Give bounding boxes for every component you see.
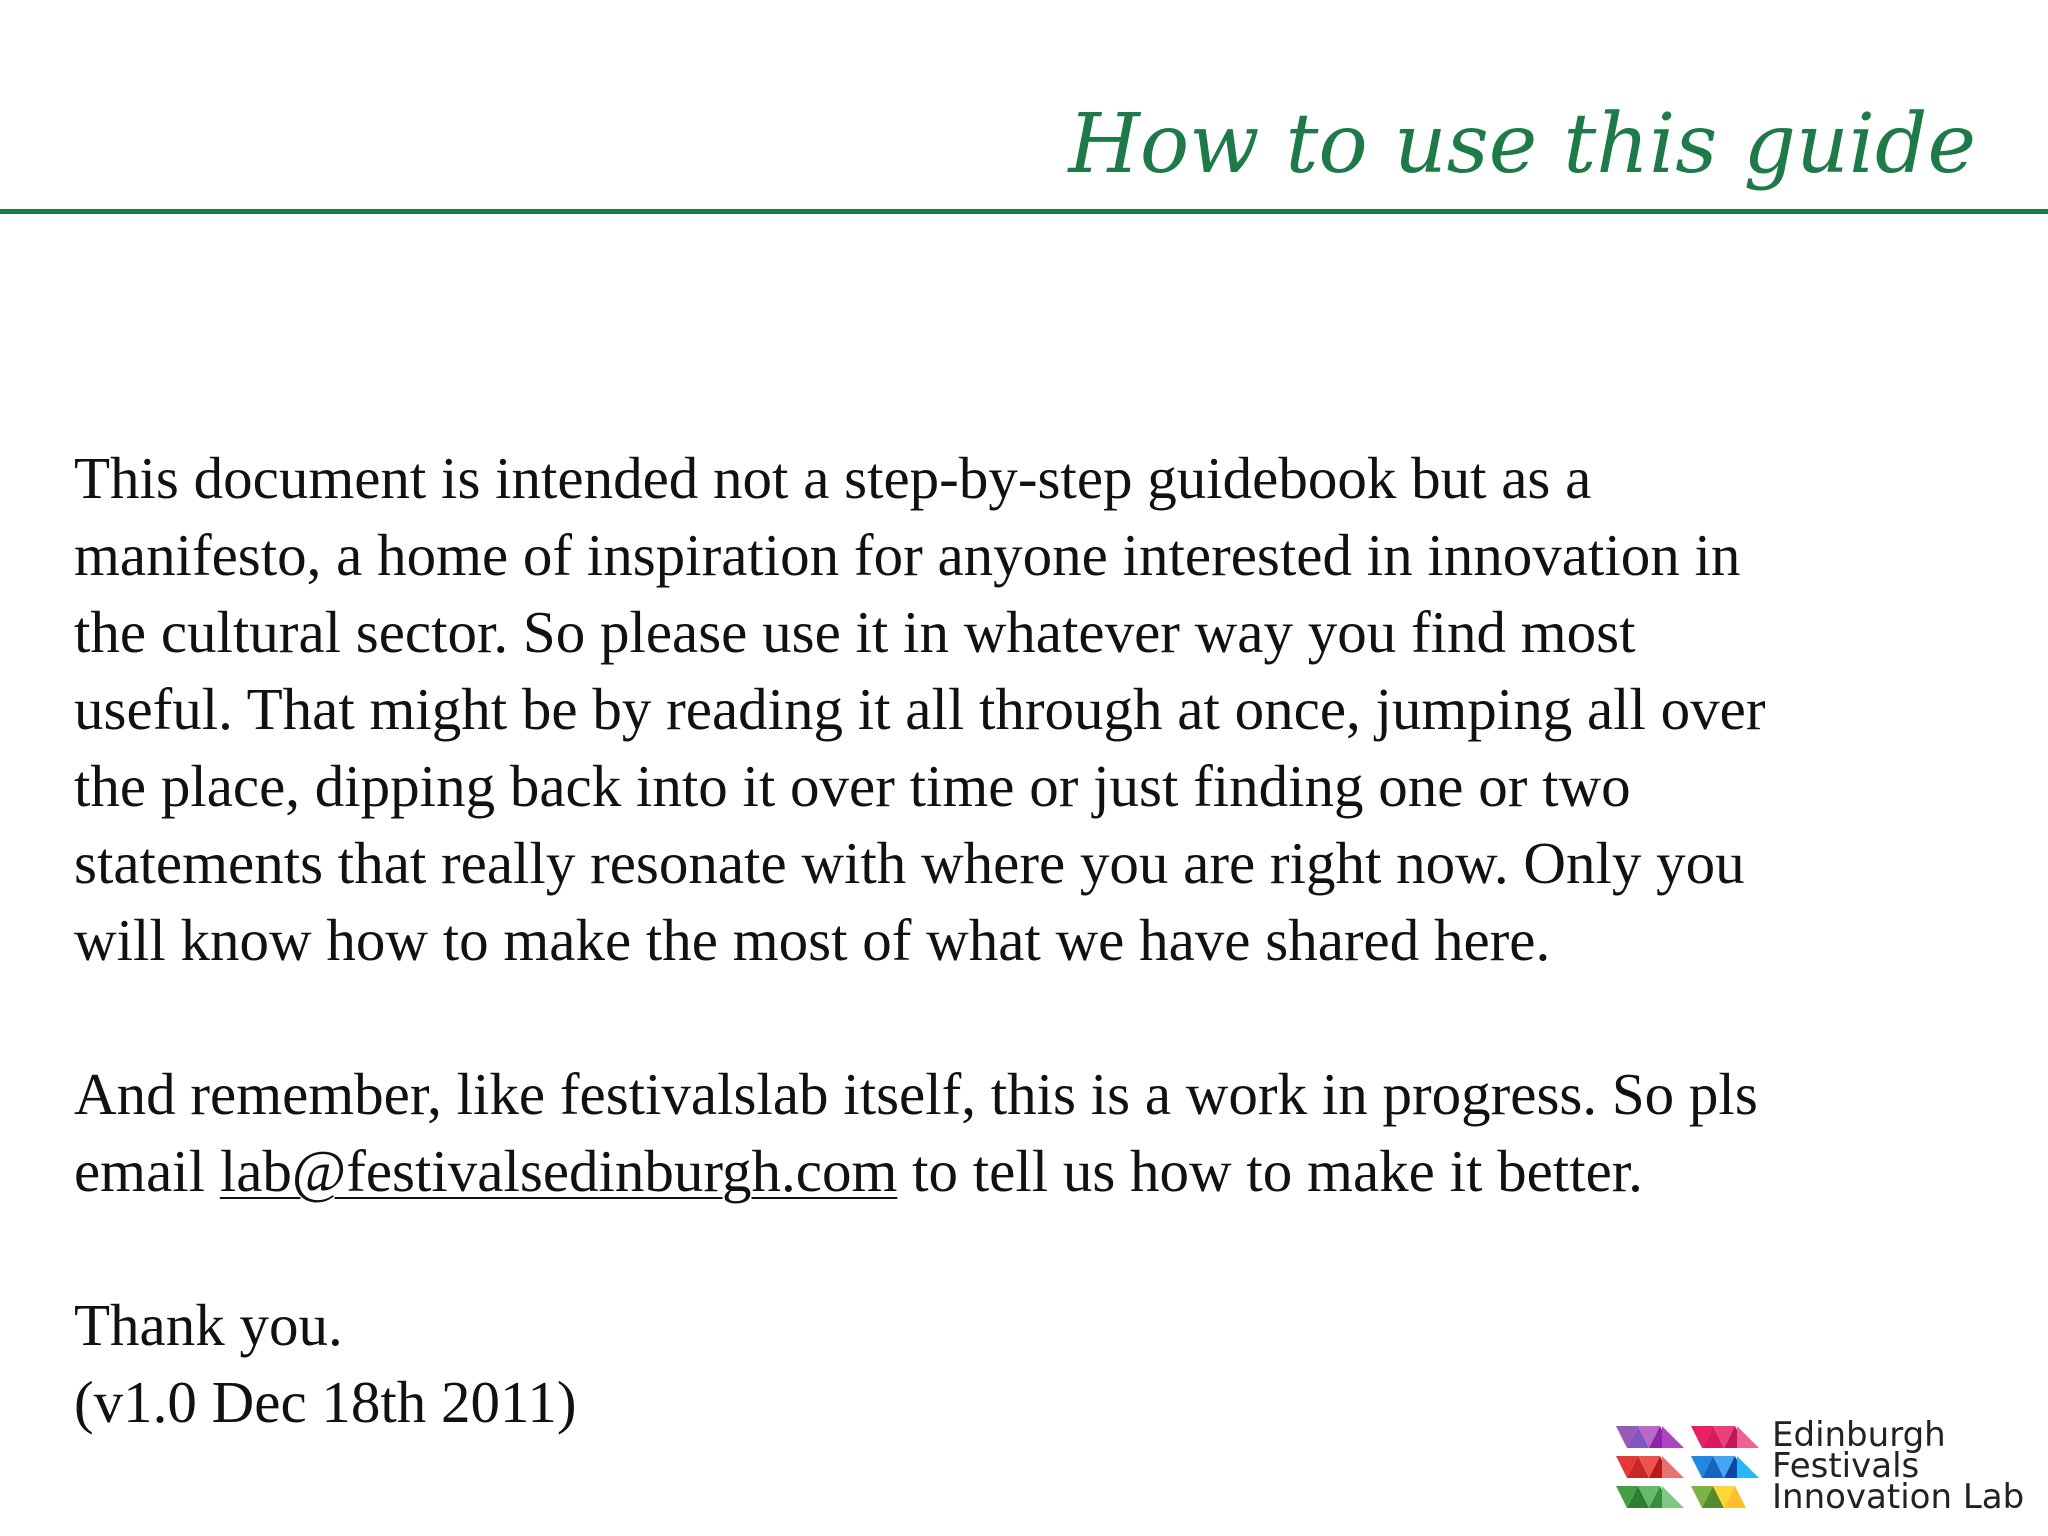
intro-line: useful. That might be by reading it all through at once, jumping all over — [74, 676, 1766, 742]
logo-mark-icon — [1616, 1424, 1764, 1514]
intro-line: the place, dipping back into it over time or just finding one or two — [74, 753, 1631, 819]
body-text — [74, 440, 1994, 1441]
intro-paragraph — [74, 440, 1994, 979]
intro-line: will know how to make the most of what we have shared here. — [74, 907, 1551, 973]
closing-paragraph — [74, 1287, 1994, 1441]
page-title: How to use this guide — [1068, 97, 1976, 192]
intro-line: This document is intended not a step-by-step guidebook but as a — [74, 445, 1592, 511]
paragraph-gap — [74, 979, 1994, 1056]
logo-line: Innovation Lab — [1772, 1477, 2025, 1517]
title-divider — [0, 209, 2048, 214]
version-text: (v1.0 Dec 18th 2011) — [74, 1369, 577, 1435]
email-suffix: to tell us how to make it better. — [897, 1138, 1643, 1204]
email-prefix: email — [74, 1138, 220, 1204]
edinburgh-festivals-logo — [1616, 1415, 2036, 1520]
thank-you-text: Thank you. — [74, 1292, 343, 1358]
paragraph-gap — [74, 1210, 1994, 1287]
logo-text — [1772, 1415, 2025, 1517]
logo-line: Festivals — [1772, 1446, 1920, 1486]
intro-line: statements that really resonate with where you are right now. Only you — [74, 830, 1745, 896]
feedback-line: And remember, like festivalslab itself, this is a work in progress. So pls — [74, 1061, 1758, 1127]
intro-line: manifesto, a home of inspiration for anyone interested in innovation in — [74, 522, 1741, 588]
logo-line: Edinburgh — [1772, 1415, 1946, 1455]
intro-line: the cultural sector. So please use it in whatever way you find most — [74, 599, 1636, 665]
feedback-paragraph — [74, 1056, 1994, 1210]
feedback-line — [74, 1133, 1994, 1210]
email-link[interactable]: lab@festivalsedinburgh.com — [219, 1138, 898, 1204]
